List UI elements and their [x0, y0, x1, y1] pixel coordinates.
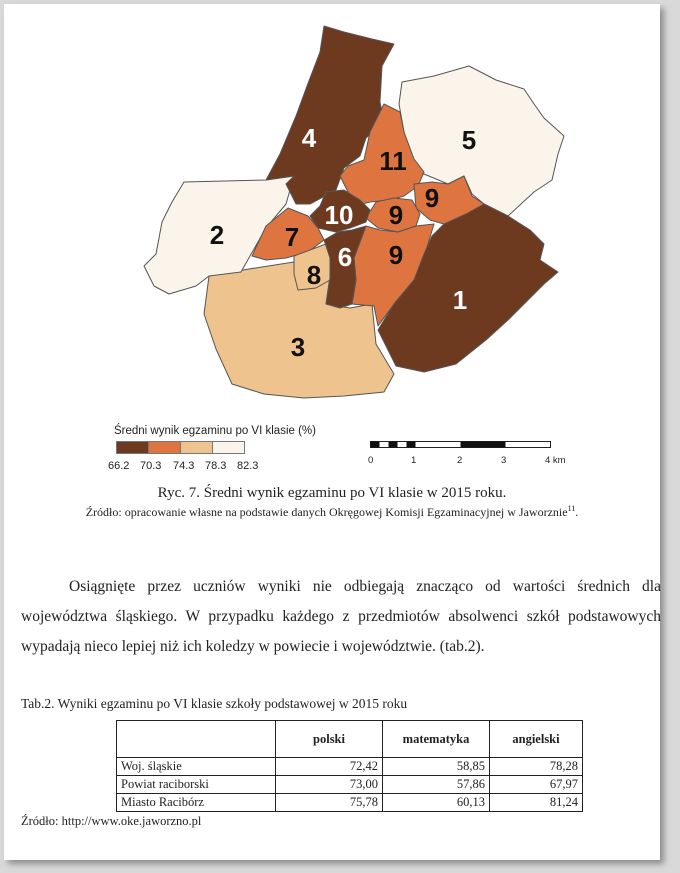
scale-label-4km: 4 km	[545, 455, 566, 466]
table-row	[117, 776, 583, 794]
district-map	[4, 4, 660, 424]
results-table	[116, 720, 583, 812]
legend-break-1: 66.2	[108, 460, 130, 472]
legend-swatch-2	[148, 441, 181, 454]
legend-break-4: 78.3	[205, 460, 227, 472]
district-label-9-south: 9	[388, 240, 404, 270]
district-label-7: 7	[284, 222, 300, 252]
table-header-polski: polski	[276, 721, 383, 758]
footnote-mark: 11	[567, 504, 576, 513]
table-cell-value: 73,00	[276, 776, 383, 794]
table-cell-value: 81,24	[490, 794, 583, 812]
table-cell-region: Miasto Racibórz	[117, 794, 276, 812]
figure-source-text: Źródło: opracowanie własne na podstawie danych Okręgowej Komisji Egzaminacyjnej w Jaworznie	[85, 505, 568, 519]
scale-label-3: 3	[501, 455, 507, 466]
legend-title: Średni wynik egzaminu po VI klasie (%)	[114, 425, 316, 437]
table-row	[117, 758, 583, 776]
district-label-11: 11	[379, 146, 407, 176]
district-label-1: 1	[452, 285, 468, 315]
table-cell-region: Woj. śląskie	[117, 758, 276, 776]
district-label-9-east: 9	[424, 183, 440, 213]
district-label-4: 4	[301, 123, 317, 153]
scale-label-1: 1	[411, 455, 417, 466]
table-header-angielski: angielski	[490, 721, 583, 758]
district-label-6: 6	[337, 242, 353, 272]
district-label-2: 2	[209, 220, 225, 250]
table-cell-value: 57,86	[383, 776, 490, 794]
district-label-10: 10	[324, 200, 354, 230]
table-row	[117, 794, 583, 812]
table-cell-value: 58,85	[383, 758, 490, 776]
legend-swatch-1	[116, 441, 149, 454]
table-header-empty	[117, 721, 276, 758]
figure-caption: Ryc. 7. Średni wynik egzaminu po VI klasie w 2015 roku.	[157, 485, 507, 501]
figure-source: Źródło: opracowanie własne na podstawie danych Okręgowej Komisji Egzaminacyjnej w Jaworznie$^{11}$.	[85, 504, 579, 519]
scale-label-2: 2	[457, 455, 463, 466]
legend-break-5: 82.3	[237, 460, 259, 472]
table-cell-value: 75,78	[276, 794, 383, 812]
legend-swatch-3	[180, 441, 213, 454]
table-source: Źródło: http://www.oke.jaworzno.pl	[21, 814, 202, 828]
table-cell-region: Powiat raciborski	[117, 776, 276, 794]
table-cell-value: 78,28	[490, 758, 583, 776]
table-title: Tab.2. Wyniki egzaminu po VI klasie szkoły podstawowej w 2015 roku	[21, 696, 408, 711]
district-label-3: 3	[290, 332, 306, 362]
document-page	[4, 4, 660, 860]
legend-swatch-4	[212, 441, 245, 454]
table-header-matematyka: matematyka	[383, 721, 490, 758]
body-paragraph	[21, 572, 661, 662]
body-paragraph-text: Osiągnięte przez uczniów wyniki nie odbiegają znacząco od wartości średnich dla województwa śląskiego. W przypadku każdego z przedmiotów absolwenci szkół podstawowych wypadają nieco lepiej niż ich koledzy w powiecie i województwie. (tab.2).	[21, 578, 661, 655]
legend-break-2: 70.3	[140, 460, 162, 472]
district-label-8: 8	[306, 260, 322, 290]
table-cell-value: 60,13	[383, 794, 490, 812]
legend-color-bar	[116, 441, 244, 454]
table-cell-value: 67,97	[490, 776, 583, 794]
district-label-5: 5	[461, 125, 477, 155]
scale-bar	[370, 441, 556, 451]
scale-label-0: 0	[368, 455, 374, 466]
district-label-9-center: 9	[388, 200, 404, 230]
table-header-row	[117, 721, 583, 758]
table-cell-value: 72,42	[276, 758, 383, 776]
legend-break-3: 74.3	[173, 460, 195, 472]
